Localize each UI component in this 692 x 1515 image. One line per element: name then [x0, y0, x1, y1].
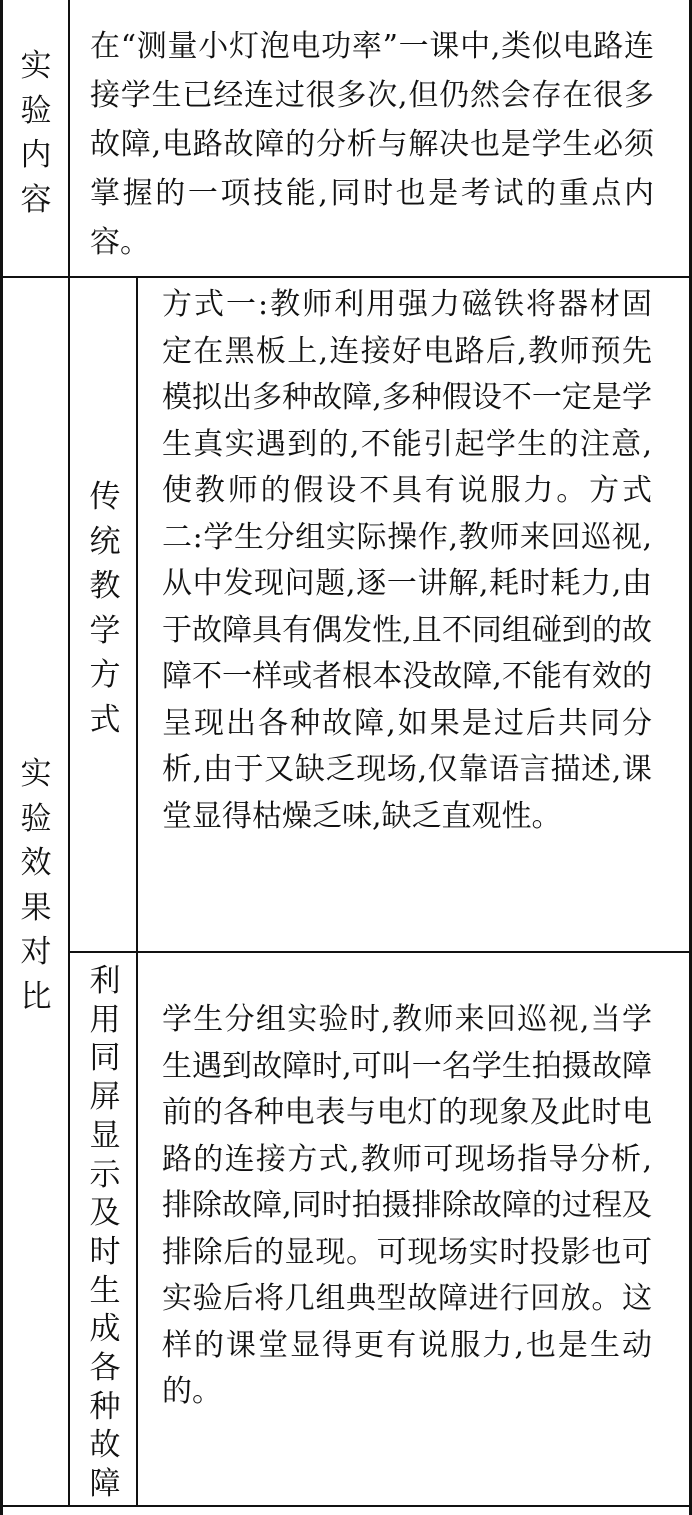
column-divider-method: [136, 277, 138, 1507]
subrow-divider: [69, 951, 692, 953]
traditional-method-text: 方式一:教师利用强力磁铁将器材固定在黑板上,连接好电路后,教师预先模拟出多种故障,多种假设不一定是学生真实遇到的,不能引起学生的注意,使教师的假设不具有说服力。方式二:学生分组实际操作,教师来回巡视,从中发现问题,逐一讲解,耗时耗力,由于故障具有偶发性,且不同组碰到的故障不一样或者根本没故障,不能有效的呈现出各种故障,如果是过后共同分析,由于又缺乏现场,仅靠语言描述,课堂显得枯燥乏味,缺乏直观性。: [162, 287, 652, 834]
row-label-effect-comparison: 实验效果对比: [20, 756, 52, 1015]
column-divider-label: [68, 0, 70, 1507]
table-border-bottom: [0, 1505, 692, 1507]
experiment-content-text: 在“测量小灯泡电功率”一课中,类似电路连接学生已经连过很多次,但仍然会存在很多故障,电路故障的分析与解决也是学生必须掌握的一项技能,同时也是考试的重点内容。: [90, 29, 654, 260]
screen-share-method-text: 学生分组实验时,教师来回巡视,当学生遇到故障时,可叫一名学生拍摄故障前的各种电表与电灯的现象及此时电路的连接方式,教师可现场指导分析,排除故障,同时拍摄排除故障的过程及排除后的显现。可现场实时投影也可实验后将几组典型故障进行回放。这样的课堂显得更有说服力,也是生动的。: [162, 1002, 652, 1409]
method-label-traditional: 传统教学方式: [89, 479, 121, 738]
method-label-screen-share: 利用同屏显示及时生成各种故障: [89, 963, 121, 1503]
row-divider: [0, 276, 692, 278]
table-border-left: [0, 0, 3, 1515]
row-label-experiment-content: 实验内容: [20, 48, 52, 218]
